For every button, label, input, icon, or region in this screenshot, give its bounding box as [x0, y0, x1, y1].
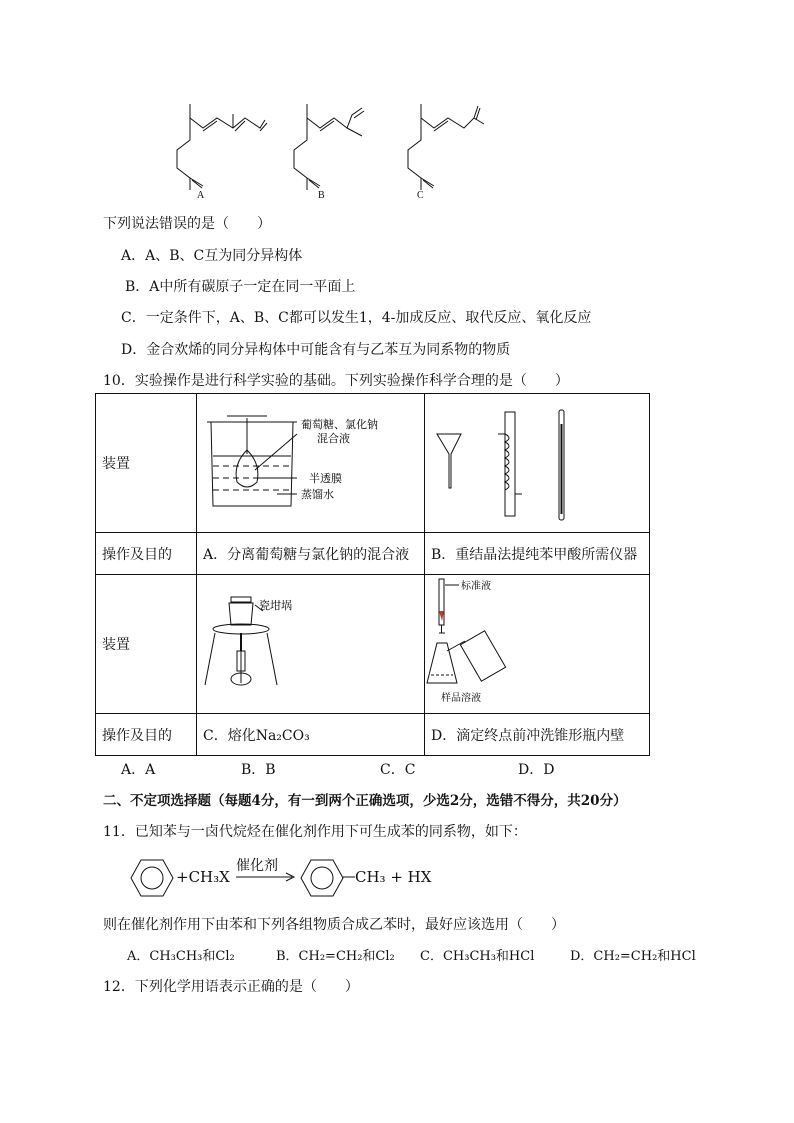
q11-option-b: B．CH₂=CH₂和Cl₂: [276, 949, 395, 964]
option-a-description: A．分离葡萄糖与氯化钠的混合液: [197, 533, 425, 575]
option-b-description: B．重结晶法提纯苯甲酸所需仪器: [425, 533, 650, 575]
q9-option-b: B．A中所有碳原子一定在同一平面上: [125, 279, 356, 295]
figure-d-label-standard: 标准液: [461, 581, 491, 592]
q10-option-d: D．D: [518, 762, 555, 778]
molecule-c-drawing: [396, 100, 486, 192]
dialysis-apparatus-figure: [197, 394, 424, 528]
benzene-ring-reactant: [130, 858, 174, 898]
reaction-arrow: [236, 872, 296, 882]
molecule-b-drawing: [282, 100, 372, 192]
benzene-ring-product: [300, 858, 344, 898]
table-row: [96, 533, 650, 575]
q10-option-b: B．B: [241, 762, 276, 778]
product-bond: [343, 870, 355, 884]
q11-option-c: C．CH₃CH₃和HCl: [420, 949, 535, 964]
q10-stem: 10．实验操作是进行科学实验的基础。下列实验操作科学合理的是（ ）: [103, 373, 569, 389]
titration-figure: [425, 575, 649, 709]
option-c-description: C．熔化Na₂CO₃: [197, 714, 425, 756]
row4-label: 操作及目的: [96, 714, 197, 756]
recrystallization-instruments-figure: [425, 394, 649, 528]
q11-stem: 11．已知苯与一卤代烷烃在催化剂作用下可生成苯的同系物，如下：: [103, 824, 527, 840]
figure-a-label-mixture: 葡萄糖、氯化钠: [301, 418, 378, 431]
table-row: [96, 714, 650, 756]
reagent-text: +CH₃X: [176, 868, 230, 886]
apparatus-b-cell: [425, 394, 650, 533]
row1-label: 装置: [96, 394, 197, 533]
product-text: CH₃ + HX: [355, 868, 432, 886]
molecule-a-drawing: [165, 100, 275, 192]
molecule-b-label: B: [318, 190, 325, 201]
option-d-description: D．滴定终点前冲洗锥形瓶内壁: [425, 714, 650, 756]
q9-stem: 下列说法错误的是（ ）: [103, 216, 271, 232]
figure-c-label-crucible: 瓷坩埚: [259, 599, 292, 612]
apparatus-a-cell: [197, 394, 425, 533]
section-title: 二、不定项选择题（每题4分，有一到两个正确选项，少选2分，选错不得分，共20分）: [103, 793, 627, 809]
q9-option-c: C．一定条件下，A、B、C都可以发生1，4-加成反应、取代反应、氧化反应: [121, 310, 592, 326]
q10-experiment-table: [95, 393, 650, 756]
q11-option-d: D．CH₂=CH₂和HCl: [570, 949, 696, 964]
table-row: [96, 394, 650, 533]
molecule-c-label: C: [417, 190, 424, 201]
figure-a-label-water: 蒸馏水: [301, 488, 334, 501]
q11-question: 则在催化剂作用下由苯和下列各组物质合成乙苯时，最好应该选用（ ）: [103, 917, 565, 933]
figure-a-label-mixture2: 混合液: [317, 432, 350, 445]
figure-d-label-sample: 样品溶液: [441, 693, 481, 704]
q12-stem: 12．下列化学用语表示正确的是（ ）: [103, 979, 359, 995]
q11-option-a: A．CH₃CH₃和Cl₂: [127, 949, 235, 964]
figure-a-label-membrane: 半透膜: [309, 472, 342, 485]
row2-label: 操作及目的: [96, 533, 197, 575]
catalyst-label: 催化剂: [236, 858, 278, 874]
q10-option-a: A．A: [121, 762, 156, 778]
q9-option-d: D．金合欢烯的同分异构体中可能含有与乙苯互为同系物的物质: [121, 342, 511, 358]
crucible-heating-figure: [197, 575, 424, 709]
molecule-a-label: A: [197, 190, 205, 201]
q10-option-c: C．C: [380, 762, 416, 778]
row3-label: 装置: [96, 575, 197, 714]
table-row: [96, 575, 650, 714]
apparatus-d-cell: [425, 575, 650, 714]
q9-option-a: A．A、B、C互为同分异构体: [121, 248, 303, 264]
apparatus-c-cell: [197, 575, 425, 714]
